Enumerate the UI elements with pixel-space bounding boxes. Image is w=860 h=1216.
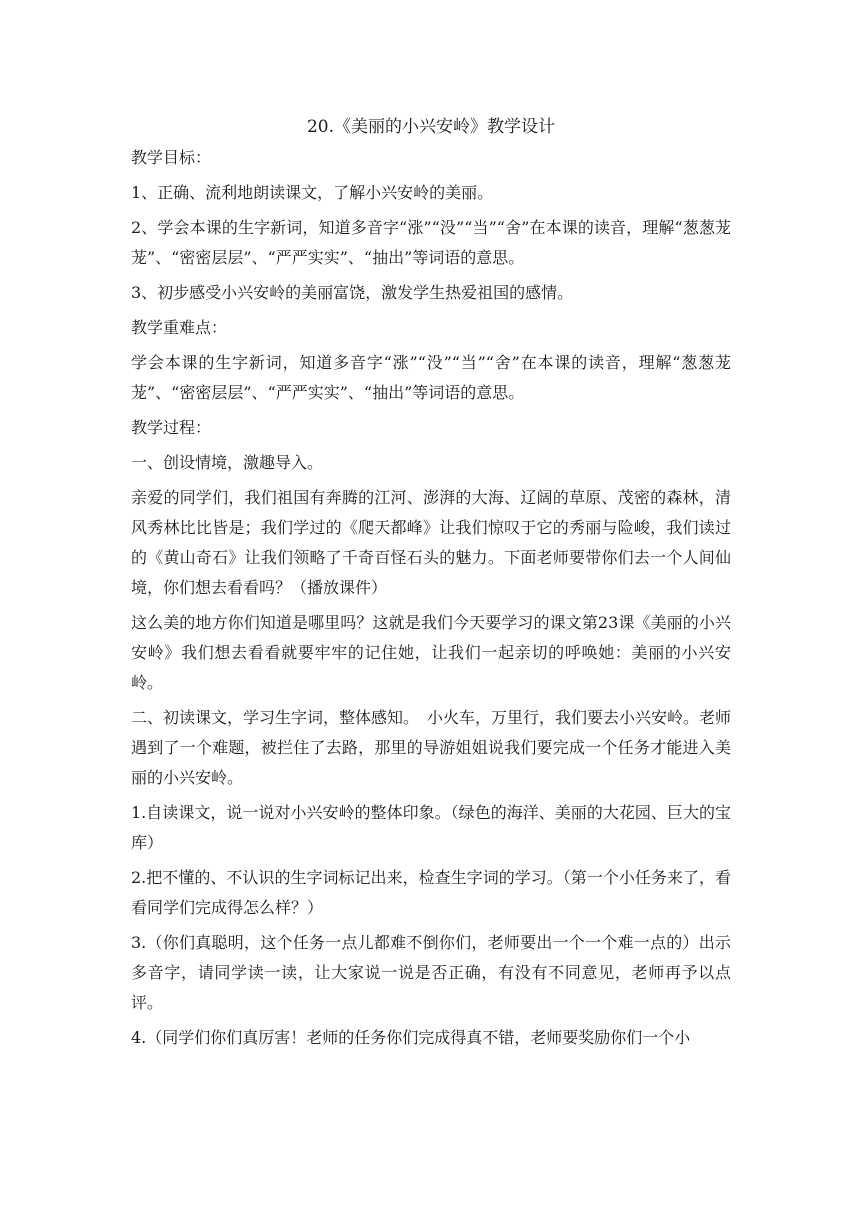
objective-item-3: 3、初步感受小兴安岭的美丽富饶，激发学生热爱祖国的感情。 (131, 283, 574, 302)
process-step-1-text-a: 亲爱的同学们，我们祖国有奔腾的江河、澎湃的大海、辽阔的草原、茂密的森林，清风秀林比比皆是；我们学过的《爬天都峰》让我们惊叹于它的秀丽与险峻，我们读过的《黄山奇石》让我们领略了千奇百怪石头的魅力。下面老师要带你们去一个人间仙境，你们想去看看吗？（播放课件） (131, 488, 731, 597)
objective-item-2: 2、学会本课的生字新词，知道多音字“涨”“没”“当”“舍”在本课的读音，理解“葱葱茏茏”、“密密层层”、“严严实实”、“抽出”等词语的意思。 (131, 218, 731, 267)
process-step-1-heading: 一、创设情境，激趣导入。 (131, 453, 324, 472)
process-step-2-text: 二、初读课文，学习生字词，整体感知。 小火车，万里行，我们要去小兴安岭。老师遇到了一个难题，被拦住了去路，那里的导游姐姐说我们要完成一个任务才能进入美丽的小兴安岭。 (131, 708, 732, 787)
objective-item-1: 1、正确、流利地朗读课文，了解小兴安岭的美丽。 (131, 183, 494, 202)
process-item-4: 4.（同学们你们真厉害！老师的任务你们完成得真不错，老师要奖励你们一个小 (131, 1028, 691, 1047)
document-body (131, 112, 731, 1058)
document-title: 20.《美丽的小兴安岭》教学设计 (306, 117, 556, 137)
process-item-3: 3.（你们真聪明，这个任务一点儿都难不倒你们，老师要出一个一个难一点的）出示多音字，请同学读一读，让大家说一说是否正确，有没有不同意见，老师再予以点评。 (131, 933, 731, 1012)
key-points-text: 学会本课的生字新词，知道多音字“涨”“没”“当”“舍”在本课的读音，理解“葱葱茏茏”、“密密层层”、“严严实实”、“抽出”等词语的意思。 (131, 353, 731, 402)
process-step-1-text-b: 这么美的地方你们知道是哪里吗？这就是我们今天要学习的课文第23课《美丽的小兴安岭》我们想去看看就要牢牢的记住她，让我们一起亲切的呼唤她：美丽的小兴安岭。 (131, 613, 731, 692)
section-heading-key-points: 教学重难点： (131, 318, 228, 337)
process-item-1: 1.自读课文，说一说对小兴安岭的整体印象。（绿色的海洋、美丽的大花园、巨大的宝库） (131, 803, 731, 852)
process-item-2: 2.把不懂的、不认识的生字词标记出来，检查生字词的学习。（第一个小任务来了，看看同学们完成得怎么样？） (131, 868, 731, 917)
section-heading-process: 教学过程： (131, 418, 212, 437)
section-heading-objectives: 教学目标： (131, 148, 212, 167)
